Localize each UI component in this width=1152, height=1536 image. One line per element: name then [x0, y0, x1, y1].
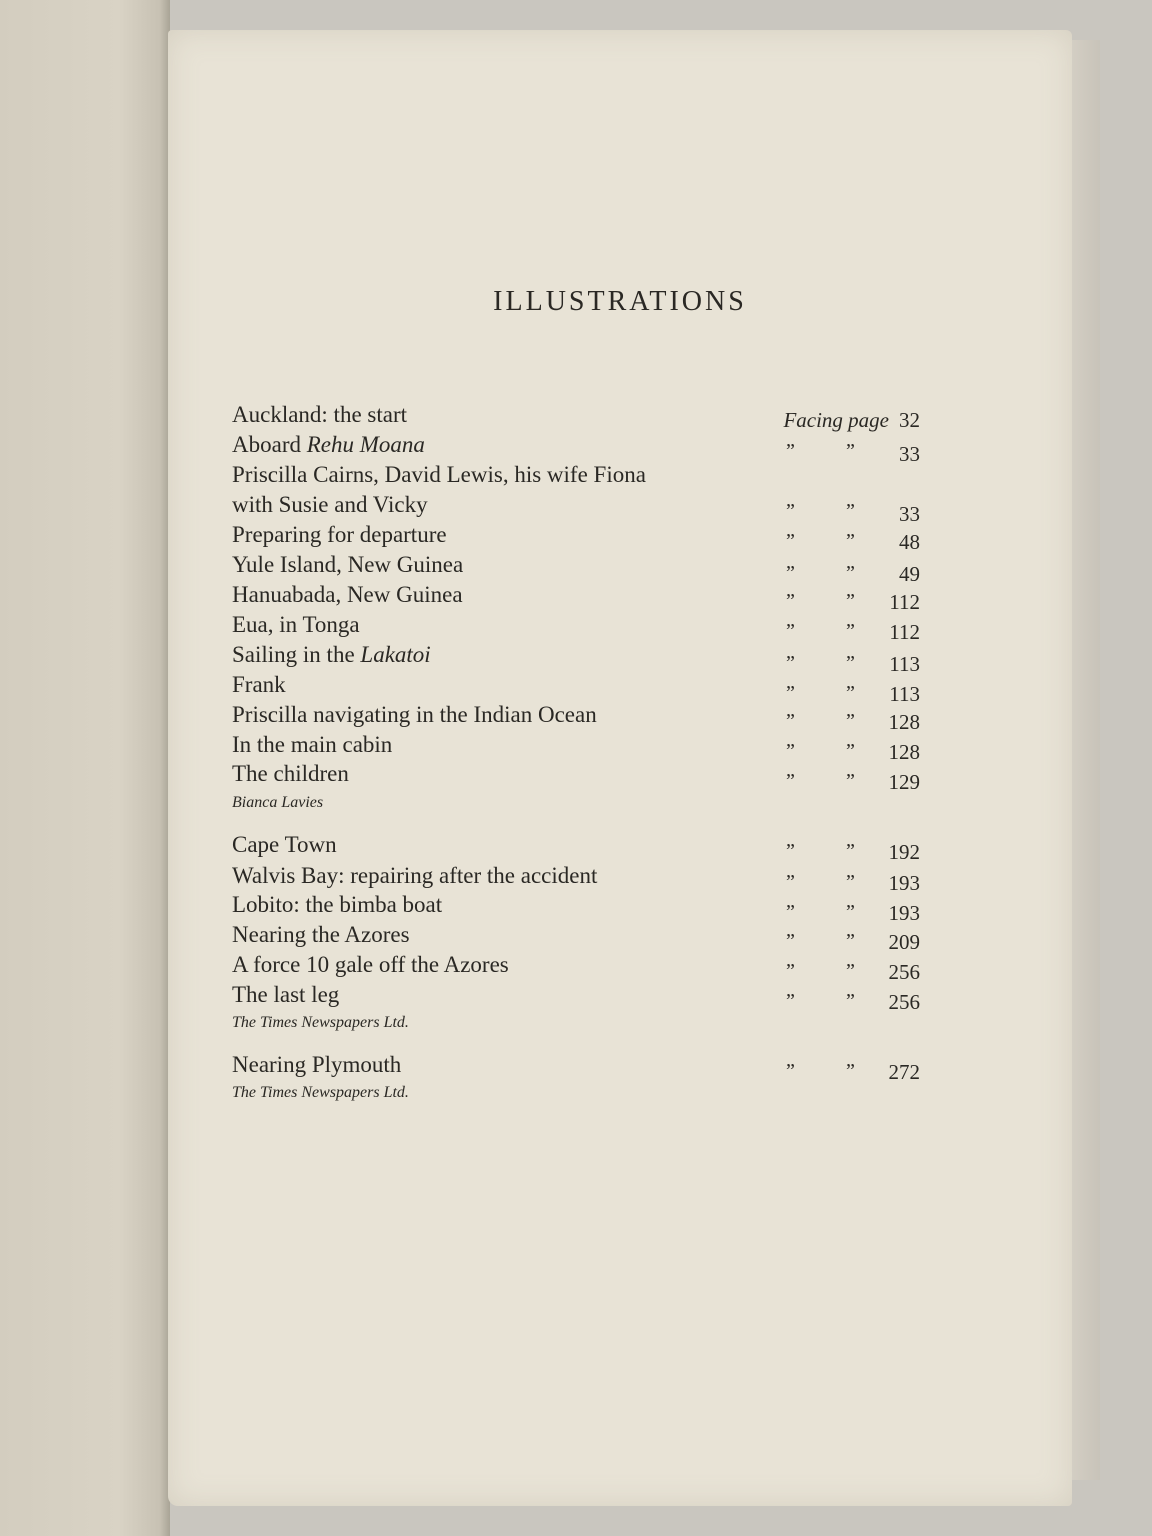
facing-page-label [783, 408, 920, 433]
illustration-caption: Eua, in Tonga [232, 612, 360, 637]
illustration-caption: Lobito: the bimba boat [232, 892, 443, 917]
ditto-mark: ” [846, 440, 855, 462]
page-number: 192 [888, 840, 920, 864]
ditto-mark: ” [786, 1060, 795, 1082]
ditto-mark: ” [846, 562, 855, 584]
illustration-caption: The last leg [232, 982, 340, 1007]
ditto-mark: ” [786, 990, 795, 1012]
illustration-caption: Walvis Bay: repairing after the accident [232, 863, 598, 888]
ditto-mark: ” [846, 530, 855, 552]
page-number: 49 [899, 562, 920, 586]
photo-credit: The Times Newspapers Ltd. [232, 1084, 409, 1101]
ditto-mark: ” [786, 530, 795, 552]
facing-left-page [0, 0, 170, 1536]
illustration-caption: Hanuabada, New Guinea [232, 582, 463, 607]
page-number: 113 [889, 652, 920, 676]
page-number: 128 [888, 740, 920, 764]
illustration-caption: Nearing Plymouth [232, 1052, 402, 1077]
illustration-caption: Priscilla navigating in the Indian Ocean [232, 702, 597, 727]
caption-italic: Lakatoi [360, 642, 431, 667]
ditto-mark: ” [846, 740, 855, 762]
ditto-mark: ” [786, 562, 795, 584]
illustration-caption: Yule Island, New Guinea [232, 552, 464, 577]
ditto-mark: ” [846, 652, 855, 674]
illustration-caption: Cape Town [232, 832, 337, 857]
ditto-mark: ” [846, 960, 855, 982]
ditto-mark: ” [786, 500, 795, 522]
ditto-mark: ” [846, 710, 855, 732]
ditto-mark: ” [846, 682, 855, 704]
ditto-mark: ” [786, 770, 795, 792]
page-number: 209 [888, 930, 920, 954]
page-number: 48 [899, 530, 920, 554]
ditto-mark: ” [786, 960, 795, 982]
page-number: 256 [888, 990, 920, 1014]
illustration-caption: The children [232, 761, 349, 786]
page-number: 113 [889, 682, 920, 706]
illustration-caption: Preparing for departure [232, 522, 447, 547]
illustration-caption [232, 642, 431, 668]
ditto-mark: ” [846, 990, 855, 1012]
illustration-caption-line2: with Susie and Vicky [232, 492, 428, 517]
ditto-mark: ” [846, 590, 855, 612]
ditto-mark: ” [786, 620, 795, 642]
page-number: 112 [889, 620, 920, 644]
page-number: 193 [888, 901, 920, 925]
ditto-mark: ” [786, 930, 795, 952]
facing-label: Facing page [783, 408, 889, 432]
ditto-mark: ” [786, 652, 795, 674]
ditto-mark: ” [786, 740, 795, 762]
ditto-mark: ” [786, 840, 795, 862]
photo-credit: Bianca Lavies [232, 794, 324, 811]
ditto-mark: ” [786, 682, 795, 704]
photo-credit: The Times Newspapers Ltd. [232, 1014, 409, 1031]
page-number: 129 [888, 770, 920, 794]
illustration-caption: In the main cabin [232, 732, 393, 757]
page-title: ILLUSTRATIONS [493, 286, 747, 317]
ditto-mark: ” [786, 440, 795, 462]
ditto-mark: ” [846, 840, 855, 862]
ditto-mark: ” [846, 901, 855, 923]
ditto-mark: ” [786, 871, 795, 893]
page-number: 128 [888, 710, 920, 734]
caption-prefix: Sailing in the [232, 642, 361, 667]
ditto-mark: ” [846, 620, 855, 642]
page-number: 256 [888, 960, 920, 984]
ditto-mark: ” [786, 901, 795, 923]
page-number: 33 [899, 502, 920, 526]
ditto-mark: ” [846, 871, 855, 893]
page-number: 33 [899, 442, 920, 466]
caption-prefix: Aboard [232, 432, 307, 457]
ditto-mark: ” [786, 590, 795, 612]
illustration-caption [232, 432, 425, 458]
illustration-caption: Frank [232, 672, 286, 697]
ditto-mark: ” [846, 930, 855, 952]
page-number: 193 [888, 871, 920, 895]
ditto-mark: ” [786, 710, 795, 732]
ditto-mark: ” [846, 500, 855, 522]
ditto-mark: ” [846, 770, 855, 792]
illustration-caption: Priscilla Cairns, David Lewis, his wife Fiona [232, 462, 646, 487]
illustration-caption: Auckland: the start [232, 402, 408, 427]
page-number: 272 [888, 1060, 920, 1084]
illustration-caption: Nearing the Azores [232, 922, 410, 947]
page-number: 32 [899, 408, 920, 432]
illustration-caption: A force 10 gale off the Azores [232, 952, 509, 977]
book-page [168, 30, 1072, 1506]
ditto-mark: ” [846, 1060, 855, 1082]
page-number: 112 [889, 590, 920, 614]
caption-italic: Rehu Moana [306, 432, 425, 457]
